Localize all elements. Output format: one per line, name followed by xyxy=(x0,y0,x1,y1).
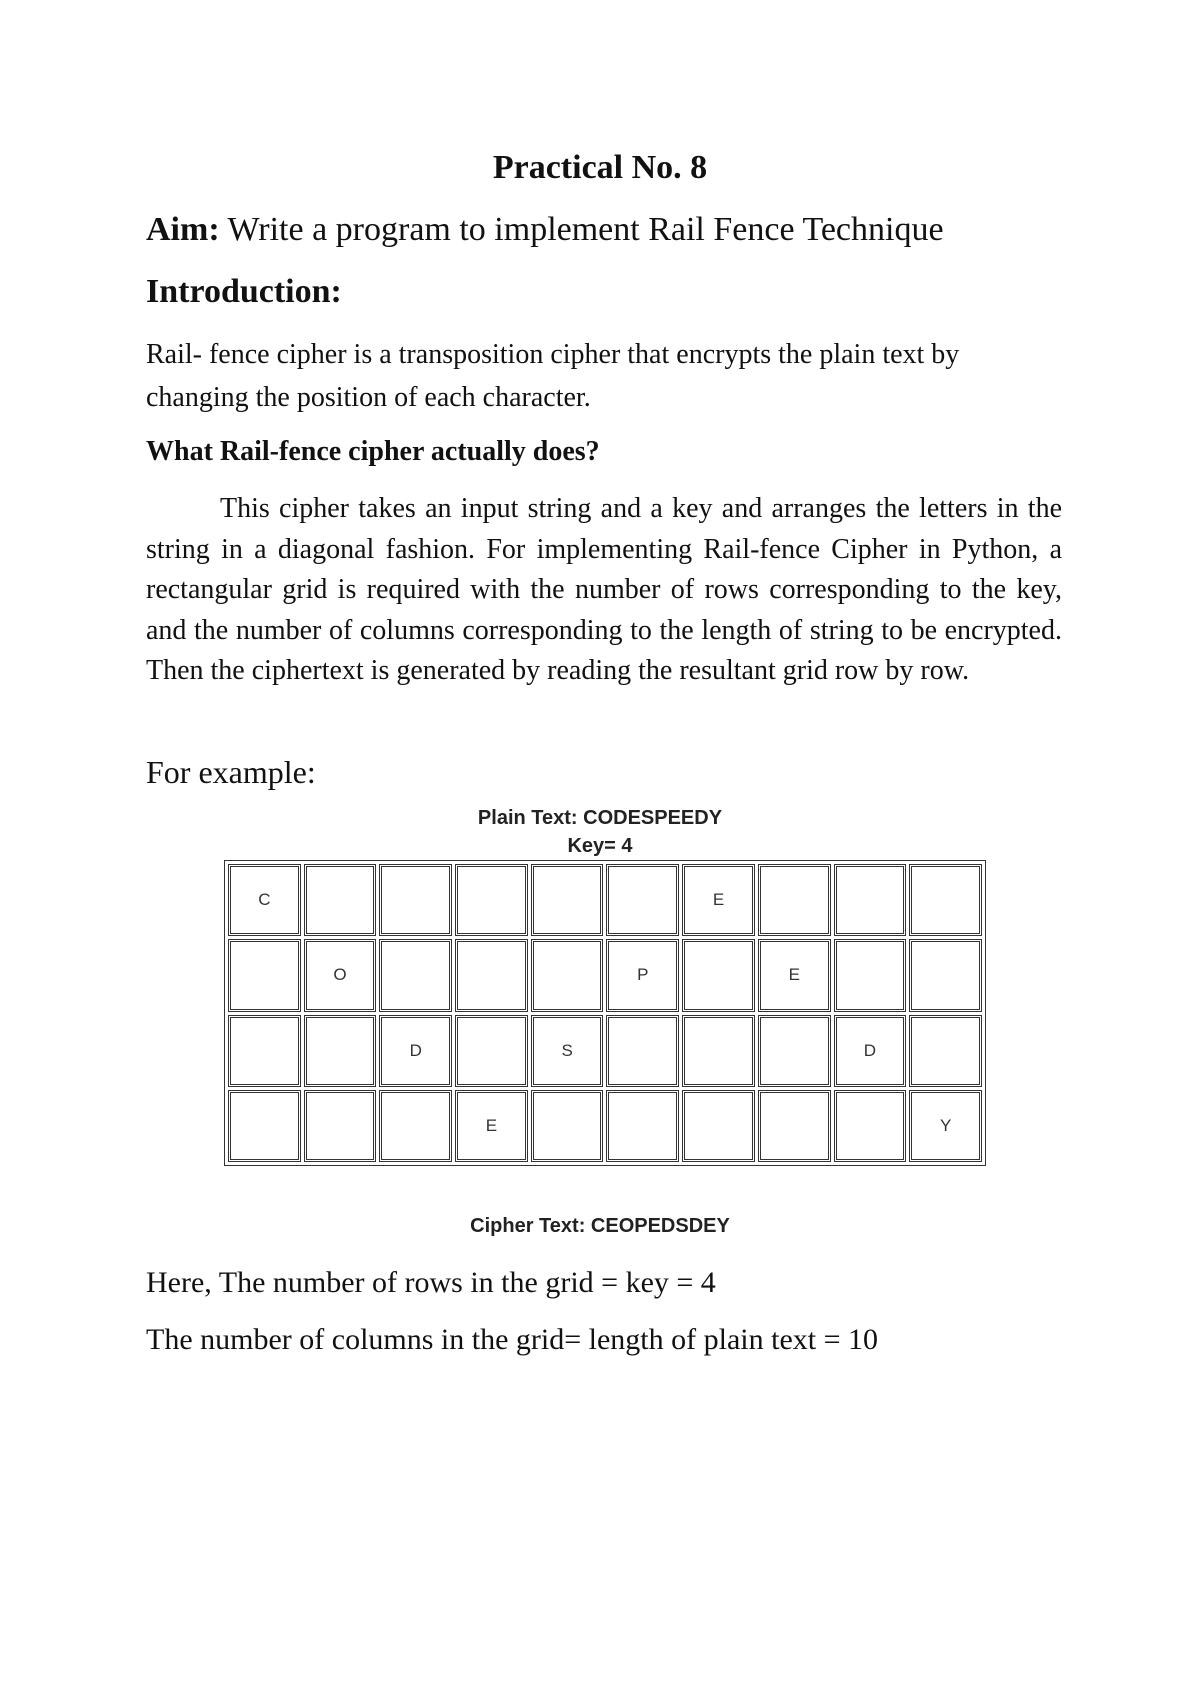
example-label: For example: xyxy=(146,754,316,790)
introduction-paragraph: Rail- fence cipher is a transposition cipher that encrypts the plain text by changing the position of each character. xyxy=(146,339,960,413)
aim-text: Write a program to implement Rail Fence Technique xyxy=(219,211,944,248)
grid-cell xyxy=(455,1015,528,1087)
page-title: Practical No. 8 xyxy=(492,149,708,186)
grid-cell: E xyxy=(455,1090,528,1162)
key-caption: Key= 4 xyxy=(567,835,633,857)
grid-cell xyxy=(682,1090,755,1162)
grid-cell: E xyxy=(758,939,831,1011)
plain-text-caption: Plain Text: CODESPEEDY xyxy=(477,807,723,829)
grid-cell: Y xyxy=(909,1090,982,1162)
grid-cell xyxy=(379,939,452,1011)
aim-label: Aim: xyxy=(146,211,220,248)
what-section-paragraph: This cipher takes an input string and a key and arranges the letters in the string in a diagonal fashion. For implementing Rail-fence Cipher in Python, a rectangular grid is required with the number of rows corresponding to the key, and the number of columns corresponding to the length of string to be encrypted. Then the ciphertext is generated by reading the resultant grid row by row. xyxy=(146,493,1062,686)
grid-cell xyxy=(606,1090,679,1162)
grid-cell xyxy=(606,1015,679,1087)
grid-cell xyxy=(682,1015,755,1087)
grid-cell xyxy=(455,939,528,1011)
grid-cell: E xyxy=(682,864,755,936)
grid-cell xyxy=(909,1015,982,1087)
grid-cell xyxy=(758,1090,831,1162)
grid-cell xyxy=(379,1090,452,1162)
grid-cell xyxy=(909,939,982,1011)
grid-cell xyxy=(909,864,982,936)
aim-line xyxy=(146,210,944,250)
grid-cell xyxy=(304,864,377,936)
grid-cell xyxy=(531,864,604,936)
grid-cell xyxy=(834,939,907,1011)
grid-cell xyxy=(379,864,452,936)
rows-explanation: Here, The number of rows in the grid = key = 4 xyxy=(146,1266,716,1299)
grid-cell xyxy=(834,1090,907,1162)
introduction-heading: Introduction: xyxy=(146,273,342,310)
grid-cell xyxy=(304,1090,377,1162)
grid-cell xyxy=(758,1015,831,1087)
grid-cell xyxy=(228,1090,301,1162)
grid-cell: C xyxy=(228,864,301,936)
rail-fence-grid xyxy=(224,860,986,1166)
grid-cell: D xyxy=(379,1015,452,1087)
grid-cell: P xyxy=(606,939,679,1011)
grid-cell xyxy=(531,1090,604,1162)
grid-cell xyxy=(606,864,679,936)
grid-cell: S xyxy=(531,1015,604,1087)
grid-cell xyxy=(531,939,604,1011)
grid-cell xyxy=(758,864,831,936)
grid-cell xyxy=(304,1015,377,1087)
cipher-text-caption: Cipher Text: CEOPEDSDEY xyxy=(470,1215,730,1237)
grid-cell xyxy=(682,939,755,1011)
grid-cell xyxy=(228,939,301,1011)
grid-cell: D xyxy=(834,1015,907,1087)
grid-cell xyxy=(834,864,907,936)
grid-cell xyxy=(455,864,528,936)
what-section-heading: What Rail-fence cipher actually does? xyxy=(146,436,600,467)
grid-cell xyxy=(228,1015,301,1087)
columns-explanation: The number of columns in the grid= length of plain text = 10 xyxy=(146,1323,879,1356)
grid-cell: O xyxy=(304,939,377,1011)
